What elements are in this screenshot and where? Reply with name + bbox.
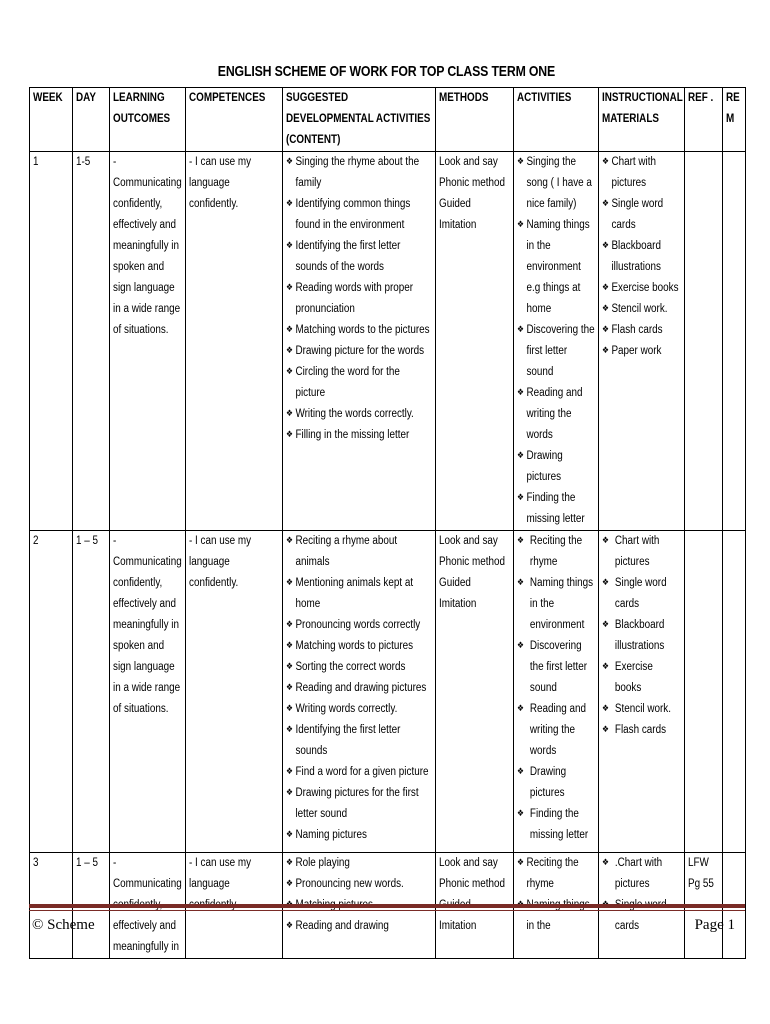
list-item: ❖ Reciting a rhyme about animals: [286, 531, 432, 573]
list-item: ❖ Exercise books: [602, 657, 681, 699]
ref-cell: [685, 531, 723, 853]
list-item: ❖ Identifying the first letter sounds of the words: [286, 236, 432, 278]
table-header-row: [30, 88, 746, 152]
rem-cell: [723, 152, 746, 531]
method-item: Phonic method: [439, 556, 505, 568]
week-cell: 3: [30, 853, 73, 959]
list-item: ❖ Pronouncing words correctly: [286, 615, 432, 636]
list-item: ❖ Writing words correctly.: [286, 699, 432, 720]
list-item: ❖ Mentioning animals kept at home: [286, 573, 432, 615]
list-item: ❖ Drawing picture for the words: [286, 341, 432, 362]
list-item: ❖ Circling the word for the picture: [286, 362, 432, 404]
ref-cell: LFW Pg 55: [685, 853, 723, 959]
list-item: ❖ in the: [517, 895, 595, 937]
header-methods: METHODS: [436, 88, 514, 152]
outcome-cell: - Communicating confidently, effectively and meaningfully in spoken and sign language in a wide range of situations.: [110, 152, 186, 531]
header-rem: RE M: [723, 88, 746, 152]
content-cell: [283, 152, 436, 531]
list-item: ❖ Drawing pictures: [517, 446, 595, 488]
list-item: ❖ Drawing pictures: [517, 762, 595, 804]
list-item: ❖ Singing the rhyme about the family: [286, 152, 432, 194]
method-item: Imitation: [439, 219, 477, 231]
competence-cell: - I can use my language: [186, 853, 283, 959]
activities-cell: [514, 152, 599, 531]
method-item: Imitation: [439, 920, 477, 932]
list-item: ❖ Reading and drawing pictures: [286, 678, 432, 699]
list-item: ❖ Reading words with proper pronunciation: [286, 278, 432, 320]
header-materials: INSTRUCTIONAL MATERIALS: [599, 88, 685, 152]
list-item: ❖ Chart with pictures: [602, 152, 681, 194]
header-competences: COMPETENCES: [186, 88, 283, 152]
header-activities: ACTIVITIES: [514, 88, 599, 152]
list-item: ❖ Single word cards: [602, 194, 681, 236]
ref-cell: [685, 152, 723, 531]
list-item: ❖ Discovering the first letter sound: [517, 320, 595, 383]
list-item: ❖ Drawing pictures for the first letter sound: [286, 783, 432, 825]
table-row: [30, 531, 746, 853]
list-item: ❖ Chart with pictures: [602, 531, 681, 573]
list-item: ❖ Writing the words correctly.: [286, 404, 432, 425]
page-title: ENGLISH SCHEME OF WORK FOR TOP CLASS TERM ONE: [217, 63, 556, 80]
week-cell: 2: [30, 531, 73, 853]
header-day: DAY: [73, 88, 110, 152]
methods-cell: [436, 152, 514, 531]
materials-cell: [599, 152, 685, 531]
list-item: ❖ Matching words to the pictures: [286, 320, 432, 341]
list-item: ❖ Naming things in the environment: [517, 573, 595, 636]
list-item: ❖ Paper work: [602, 341, 681, 362]
method-item: Phonic method: [439, 878, 505, 890]
list-item: ❖ Flash cards: [602, 720, 681, 741]
list-item: ❖ Role playing: [286, 853, 432, 874]
list-item: ❖ .Chart with pictures: [602, 853, 681, 895]
list-item: ❖ Finding the missing letter: [517, 488, 595, 530]
list-item: ❖ Reading and writing the words: [517, 699, 595, 762]
footer-divider-thin: [29, 910, 745, 911]
list-item: ❖ Naming things in the environment e.g things at home: [517, 215, 595, 320]
method-item: Phonic method: [439, 177, 505, 189]
method-item: Guided: [439, 198, 471, 210]
rem-cell: [723, 531, 746, 853]
scheme-table: [29, 87, 746, 959]
competence-cell: - I can use my language confidently.: [186, 531, 283, 853]
list-item: ❖ Flash cards: [602, 320, 681, 341]
page-number: Page 1: [694, 917, 735, 933]
day-cell: 1 – 5: [73, 853, 110, 959]
list-item: ❖ Reciting the rhyme: [517, 853, 595, 895]
list-item: ❖ Find a word for a given picture: [286, 762, 432, 783]
header-week: WEEK: [30, 88, 73, 152]
list-item: ❖ Reading and writing the words: [517, 383, 595, 446]
header-ref: REF .: [685, 88, 723, 152]
list-item: ❖ Finding the missing letter: [517, 804, 595, 846]
list-item: ❖ Filling in the missing letter: [286, 425, 432, 446]
day-cell: 1 – 5: [73, 531, 110, 853]
list-item: ❖ Sorting the correct words: [286, 657, 432, 678]
header-activities-content: SUGGESTED DEVELOPMENTAL ACTIVITIES (CONTENT): [283, 88, 436, 152]
method-item: Guided: [439, 577, 471, 589]
activities-cell: [514, 531, 599, 853]
content-cell: [283, 531, 436, 853]
header-learning-outcomes: LEARNING OUTCOMES: [110, 88, 186, 152]
list-item: ❖ Stencil work.: [602, 699, 681, 720]
competence-cell: - I can use my language confidently.: [186, 152, 283, 531]
list-item: ❖ Identifying the first letter sounds: [286, 720, 432, 762]
table-row: [30, 152, 746, 531]
list-item: ❖ Reading and drawing: [286, 916, 432, 937]
method-item: Look and say: [439, 535, 498, 547]
outcome-cell: - Communicating confidently, effectively and meaningfully in spoken and sign language in a wide range of situations.: [110, 531, 186, 853]
method-item: Look and say: [439, 156, 498, 168]
methods-cell: [436, 531, 514, 853]
footer-copyright: © Scheme: [32, 917, 95, 933]
outcome-cell: - Communicating effectively and meaningfully in: [110, 853, 186, 959]
list-item: ❖ Exercise books: [602, 278, 681, 299]
day-cell: 1-5: [73, 152, 110, 531]
list-item: ❖ Blackboard illustrations: [602, 236, 681, 278]
week-cell: 1: [30, 152, 73, 531]
list-item: ❖ Discovering the first letter sound: [517, 636, 595, 699]
list-item: ❖ Single word cards: [602, 573, 681, 615]
method-item: Look and say: [439, 857, 498, 869]
footer-divider: [29, 904, 745, 908]
list-item: ❖ Pronouncing new words.: [286, 874, 432, 895]
list-item: ❖ Identifying common things found in the environment: [286, 194, 432, 236]
list-item: ❖ Stencil work.: [602, 299, 681, 320]
list-item: ❖ cards: [602, 895, 681, 937]
list-item: ❖ Singing the song ( I have a nice family): [517, 152, 595, 215]
list-item: ❖ Matching words to pictures: [286, 636, 432, 657]
list-item: ❖ Reciting the rhyme: [517, 531, 595, 573]
materials-cell: [599, 531, 685, 853]
list-item: ❖ Naming pictures: [286, 825, 432, 846]
list-item: ❖ Blackboard illustrations: [602, 615, 681, 657]
method-item: Imitation: [439, 598, 477, 610]
